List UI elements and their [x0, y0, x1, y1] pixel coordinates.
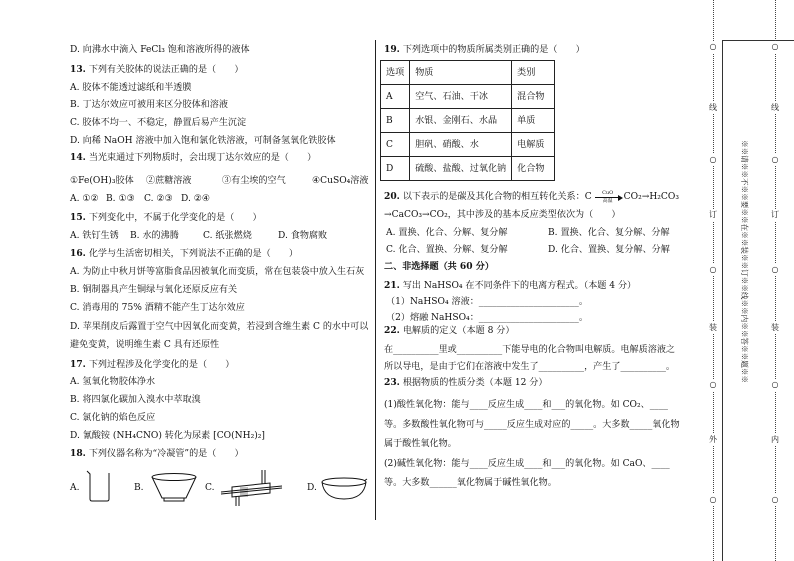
- table-cell: C: [381, 133, 410, 157]
- binding-circle-icon: ○: [705, 379, 721, 391]
- q20-stem-line: [384, 191, 679, 203]
- crucible-icon: [150, 472, 198, 503]
- binding-mark: 订: [767, 209, 783, 221]
- binding-mark: 内: [767, 434, 783, 446]
- q17-option-a: A. 氢氧化物胶体净水: [70, 377, 156, 387]
- q13-option-b: B. 丁达尔效应可被用来区分胶体和溶液: [70, 100, 228, 110]
- binding-circle-icon: ○: [767, 494, 783, 506]
- q14-item-4: ④CuSO₄溶液: [312, 176, 369, 186]
- binding-circle-icon: ○: [767, 264, 783, 276]
- binding-mark: 装: [767, 322, 783, 334]
- q14-option-c: C. ②③: [144, 194, 173, 204]
- inner-binding-line: [769, 0, 781, 561]
- binding-circle-icon: ○: [767, 154, 783, 166]
- q15-option-c: C. 纸张燃烧: [203, 231, 252, 241]
- q17-option-c: C. 氯化钠的焰色反应: [70, 413, 156, 423]
- q16-option-d-continued: 避免变黄，说明维生素 C 具有还原性: [70, 340, 220, 350]
- beaker-icon: [86, 470, 112, 503]
- table-cell: D: [381, 157, 410, 181]
- q18-option-c-label: C.: [205, 483, 215, 493]
- q16-option-c: C. 消毒用的 75% 酒精不能产生丁达尔效应: [70, 303, 245, 313]
- q13-option-d: D. 向稀 NaOH 溶液中加入饱和氯化铁溶液，可制备氢氧化铁胶体: [70, 136, 336, 146]
- q20-option-a: A. 置换、化合、分解、复分解: [386, 228, 508, 238]
- q20-option-b: B. 置换、化合、复分解、分解: [548, 228, 670, 238]
- q18-option-b-label: B.: [134, 483, 144, 493]
- binding-mark: 装: [705, 322, 721, 334]
- q14-option-d: D. ②④: [181, 194, 211, 204]
- q18-stem-line: [70, 448, 244, 460]
- q21-part-1: （1）NaHSO₄ 溶液：______________________。: [386, 297, 588, 307]
- binding-mark: 外: [705, 434, 721, 446]
- reaction-products: CO₂→H₂CO₃: [623, 192, 679, 202]
- q14-item-2: ②蔗糖溶液: [146, 176, 192, 186]
- q19-classification-table: [380, 60, 555, 181]
- question-number: 16.: [70, 248, 86, 259]
- table-row: [381, 109, 555, 133]
- question-stem: 下列仪器名称为“冷凝管”的是（ ）: [88, 449, 244, 459]
- condenser-icon: [220, 466, 284, 508]
- table-row: [381, 85, 555, 109]
- q23-part2-line-1: (2)碱性氧化物：能与____反应生成____和___的氧化物。如 CaO、____: [384, 459, 670, 469]
- q22-line-1: 在__________里或__________下能导电的化合物叫电解质。电解质溶液之: [384, 345, 676, 355]
- question-number: 14.: [70, 152, 86, 163]
- binding-circle-icon: ○: [705, 154, 721, 166]
- q21-stem-line: [384, 280, 636, 292]
- table-header-substance: 物质: [410, 61, 512, 85]
- q20-option-d: D. 化合、置换、复分解、分解: [548, 245, 670, 255]
- table-row: [381, 157, 555, 181]
- q14-option-a: A. ①②: [70, 194, 99, 204]
- table-cell: 胆矾、硝酸、水: [410, 133, 512, 157]
- q14-option-b: B. ①③: [106, 194, 135, 204]
- question-stem: 下列有关胶体的说法正确的是（ ）: [88, 65, 244, 75]
- q16-stem-line: [70, 248, 298, 260]
- table-cell: 混合物: [512, 85, 555, 109]
- section-heading: 二、非选择题（共 60 分）: [384, 261, 494, 272]
- table-cell: B: [381, 109, 410, 133]
- binding-circle-icon: ○: [705, 494, 721, 506]
- question-stem: 下列过程涉及化学变化的是（ ）: [88, 360, 235, 370]
- question-number: 15.: [70, 212, 86, 223]
- question-stem: 以下表示的是碳及其化合物的相互转化关系：C: [402, 192, 592, 202]
- q22-line-2: 所以导电，是由于它们在溶液中发生了__________，产生了__________。: [384, 362, 676, 372]
- question-stem: 下列变化中，不属于化学变化的是（ ）: [88, 213, 262, 223]
- q15-stem-line: [70, 212, 262, 224]
- question-stem: 电解质的定义（本题 8 分）: [402, 326, 515, 336]
- table-cell: 空气、石油、干冰: [410, 85, 512, 109]
- question-stem: 当光束通过下列物质时，会出现丁达尔效应的是（ ）: [88, 153, 317, 163]
- q17-option-d: D. 氰酸铵 (NH₄CNO) 转化为尿素 [CO(NH₂)₂]: [70, 431, 265, 441]
- q23-part1-line-1: (1)酸性氧化物：能与____反应生成____和___的氧化物。如 CO₂、____: [384, 400, 668, 410]
- binding-circle-icon: ○: [705, 264, 721, 276]
- reaction-condition: 高温: [602, 198, 613, 204]
- table-cell: 电解质: [512, 133, 555, 157]
- question-number: 23.: [384, 377, 400, 388]
- q17-option-b: B. 将四氯化碳加入溴水中萃取溴: [70, 395, 201, 405]
- table-header-category: 类别: [512, 61, 555, 85]
- q23-stem-line: [384, 377, 548, 389]
- q22-stem-line: [384, 325, 514, 337]
- question-number: 22.: [384, 325, 400, 336]
- no-answer-notice: ※※请※※不※※要※※在※※装※※订※※线※※内※※答※※题※※: [740, 140, 749, 383]
- q23-part1-line-2: 等。多数酸性氧化物可与_____反应生成对应的_____。大多数_____氧化物: [384, 420, 680, 430]
- table-cell: 水银、金刚石、水晶: [410, 109, 512, 133]
- margin-border-vertical: [722, 40, 723, 561]
- q16-option-b: B. 铜制器具产生铜绿与氧化还原反应有关: [70, 285, 238, 295]
- binding-circle-icon: ○: [705, 41, 721, 53]
- reaction-reagent: CuO: [602, 190, 614, 196]
- q14-stem-line: [70, 152, 316, 164]
- q14-item-3: ③有尘埃的空气: [222, 176, 286, 186]
- table-header-row: [381, 61, 555, 85]
- question-number: 21.: [384, 280, 400, 291]
- q16-option-a: A. 为防止中秋月饼等富脂食品因被氧化而变质，常在包装袋中放入生石灰: [70, 267, 365, 277]
- question-number: 19.: [384, 44, 400, 55]
- binding-circle-icon: ○: [767, 379, 783, 391]
- table-cell: 硫酸、盐酸、过氧化钠: [410, 157, 512, 181]
- q13-option-c: C. 胶体不均一、不稳定，静置后易产生沉淀: [70, 118, 247, 128]
- question-stem: 根据物质的性质分类（本题 12 分）: [402, 378, 548, 388]
- q12-option-d: D. 向沸水中滴入 FeCl₃ 饱和溶液所得的液体: [70, 45, 250, 55]
- question-number: 13.: [70, 64, 86, 75]
- table-row: [381, 133, 555, 157]
- margin-border-top: [722, 40, 794, 41]
- question-stem: 写出 NaHSO₄ 在不同条件下的电离方程式。（本题 4 分）: [402, 281, 637, 291]
- q15-option-a: A. 铁钉生锈: [70, 231, 119, 241]
- q23-part2-line-2: 等。大多数______氧化物属于碱性氧化物。: [384, 478, 557, 488]
- table-header-option: 选项: [381, 61, 410, 85]
- question-number: 20.: [384, 191, 400, 202]
- q13-option-a: A. 胶体不能透过滤纸和半透膜: [70, 83, 192, 93]
- reaction-arrow: [593, 191, 623, 203]
- table-cell: 化合物: [512, 157, 555, 181]
- question-stem: 化学与生活密切相关，下列说法不正确的是（ ）: [88, 249, 298, 259]
- table-cell: 单质: [512, 109, 555, 133]
- binding-mark: 订: [705, 209, 721, 221]
- table-cell: A: [381, 85, 410, 109]
- q19-stem-line: [384, 44, 585, 56]
- question-number: 18.: [70, 448, 86, 459]
- q18-option-d-label: D.: [307, 483, 317, 493]
- binding-mark: 线: [705, 102, 721, 114]
- q17-stem-line: [70, 359, 234, 371]
- q21-part-2: （2）熔融 NaHSO₄：______________________。: [386, 313, 588, 323]
- question-stem: 下列选项中的物质所属类别正确的是（ ）: [402, 45, 585, 55]
- q16-option-d: D. 苹果削皮后露置于空气中因氧化而变黄，若浸到含维生素 C 的水中可以: [70, 322, 369, 332]
- evaporating-dish-icon: [320, 476, 368, 501]
- q23-part1-line-3: 属于酸性氧化物。: [384, 439, 457, 449]
- column-divider: [375, 40, 376, 520]
- q20-stem-line-2: →CaCO₃→CO₂，其中涉及的基本反应类型依次为（ ）: [384, 210, 621, 220]
- q18-option-a-label: A.: [70, 483, 80, 493]
- q14-item-1: ①Fe(OH)₃胶体: [70, 176, 134, 186]
- q15-option-d: D. 食物腐败: [278, 231, 328, 241]
- q15-option-b: B. 水的沸腾: [130, 231, 179, 241]
- q13-stem-line: [70, 64, 243, 76]
- binding-circle-icon: ○: [767, 41, 783, 53]
- binding-mark: 线: [767, 102, 783, 114]
- q20-option-c: C. 化合、置换、分解、复分解: [386, 245, 508, 255]
- question-number: 17.: [70, 359, 86, 370]
- outer-binding-line: [707, 0, 719, 561]
